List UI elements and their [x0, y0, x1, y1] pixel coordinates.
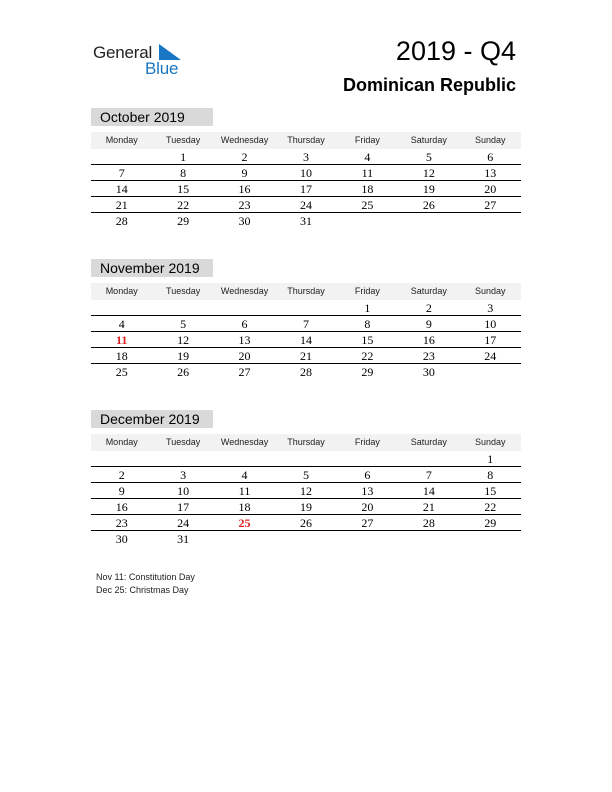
- day-cell: 15: [361, 333, 374, 347]
- day-cell: 27: [238, 365, 251, 379]
- week-row: [91, 499, 521, 515]
- day-cell: 13: [484, 166, 497, 180]
- empty-day-cell: [214, 531, 275, 547]
- weekday-label: Sunday: [474, 437, 506, 447]
- weekday-label: Tuesday: [166, 135, 201, 145]
- day-cell: 4: [364, 150, 371, 164]
- day-cell: 21: [422, 500, 435, 514]
- day-cell: 19: [177, 349, 190, 363]
- month-block-october: [91, 108, 521, 229]
- weekday-label: Thursday: [287, 437, 325, 447]
- day-cell: 14: [299, 333, 312, 347]
- day-cell: 8: [180, 166, 187, 180]
- empty-day-cell: [337, 451, 398, 466]
- day-cell: 2: [241, 150, 248, 164]
- week-rows: [91, 300, 521, 380]
- day-cell: 29: [484, 516, 497, 530]
- day-cell: 26: [299, 516, 312, 530]
- day-cell: 7: [302, 317, 309, 331]
- empty-day-cell: [460, 364, 521, 380]
- day-cell: 1: [180, 150, 187, 164]
- day-cell: 6: [241, 317, 248, 331]
- day-cell: 7: [118, 166, 125, 180]
- empty-day-cell: [91, 300, 152, 315]
- day-cell: 5: [425, 150, 432, 164]
- week-row: [91, 467, 521, 483]
- day-cell: 31: [177, 532, 190, 546]
- day-cell: 4: [241, 468, 248, 482]
- day-cell: 25: [361, 198, 374, 212]
- day-cell: 24: [177, 516, 190, 530]
- empty-day-cell: [214, 451, 275, 466]
- week-row: [91, 165, 521, 181]
- day-cell: 13: [361, 484, 374, 498]
- day-cell: 22: [177, 198, 190, 212]
- holiday-note: Dec 25: Christmas Day: [96, 585, 189, 595]
- weekday-row: [91, 283, 521, 300]
- holiday-day-cell: 11: [116, 333, 128, 347]
- empty-day-cell: [337, 531, 398, 547]
- day-cell: 11: [361, 166, 374, 180]
- day-cell: 24: [484, 349, 497, 363]
- day-cell: 22: [361, 349, 374, 363]
- month-header: November 2019: [91, 259, 213, 277]
- weekday-label: Sunday: [474, 286, 506, 296]
- day-cell: 30: [422, 365, 435, 379]
- day-cell: 26: [177, 365, 190, 379]
- weekday-label: Tuesday: [166, 437, 201, 447]
- day-cell: 23: [238, 198, 251, 212]
- weekday-label: Tuesday: [166, 286, 201, 296]
- empty-day-cell: [398, 213, 459, 229]
- day-cell: 21: [299, 349, 312, 363]
- weekday-label: Monday: [105, 286, 138, 296]
- day-cell: 5: [180, 317, 187, 331]
- day-cell: 7: [425, 468, 432, 482]
- empty-day-cell: [275, 300, 336, 315]
- day-cell: 27: [361, 516, 374, 530]
- day-cell: 11: [238, 484, 251, 498]
- empty-day-cell: [91, 451, 152, 466]
- weekday-label: Saturday: [410, 135, 447, 145]
- generalblue-logo: [93, 43, 193, 79]
- day-cell: 27: [484, 198, 497, 212]
- day-cell: 28: [422, 516, 435, 530]
- day-cell: 28: [299, 365, 312, 379]
- day-cell: 2: [118, 468, 125, 482]
- month-block-november: [91, 259, 521, 380]
- day-cell: 9: [241, 166, 248, 180]
- day-cell: 2: [425, 301, 432, 315]
- week-row: [91, 197, 521, 213]
- week-row: [91, 332, 521, 348]
- day-cell: 16: [238, 182, 251, 196]
- empty-day-cell: [460, 213, 521, 229]
- week-row: [91, 364, 521, 380]
- weekday-label: Monday: [105, 135, 138, 145]
- day-cell: 22: [484, 500, 497, 514]
- weekday-row: [91, 132, 521, 149]
- day-cell: 20: [484, 182, 497, 196]
- day-cell: 30: [115, 532, 128, 546]
- day-cell: 25: [115, 365, 128, 379]
- day-cell: 18: [238, 500, 251, 514]
- week-row: [91, 300, 521, 316]
- weekday-label: Thursday: [287, 286, 325, 296]
- day-cell: 20: [361, 500, 374, 514]
- week-row: [91, 483, 521, 499]
- logo-text-general: General: [93, 43, 153, 62]
- weekday-label: Monday: [105, 437, 138, 447]
- day-cell: 3: [302, 150, 309, 164]
- empty-day-cell: [460, 531, 521, 547]
- day-cell: 17: [177, 500, 190, 514]
- day-cell: 23: [115, 516, 128, 530]
- day-cell: 19: [422, 182, 435, 196]
- day-cell: 21: [115, 198, 128, 212]
- day-cell: 12: [299, 484, 312, 498]
- day-cell: 6: [364, 468, 371, 482]
- week-rows: [91, 451, 521, 547]
- day-cell: 8: [364, 317, 371, 331]
- day-cell: 12: [177, 333, 190, 347]
- weekday-label: Wednesday: [220, 286, 269, 296]
- weekday-label: Wednesday: [220, 437, 269, 447]
- logo-triangle-icon: [159, 44, 181, 60]
- empty-day-cell: [152, 300, 213, 315]
- week-rows: [91, 149, 521, 229]
- day-cell: 24: [299, 198, 312, 212]
- weekday-row: [91, 434, 521, 451]
- day-cell: 14: [422, 484, 435, 498]
- weekday-label: Thursday: [287, 135, 325, 145]
- day-cell: 1: [487, 452, 494, 466]
- day-cell: 16: [115, 500, 128, 514]
- day-cell: 18: [115, 349, 128, 363]
- day-cell: 28: [115, 214, 128, 228]
- day-cell: 9: [118, 484, 125, 498]
- empty-day-cell: [152, 451, 213, 466]
- week-row: [91, 515, 521, 531]
- week-row: [91, 149, 521, 165]
- logo-text-blue: Blue: [145, 59, 179, 78]
- holiday-note: Nov 11: Constitution Day: [96, 572, 195, 582]
- empty-day-cell: [398, 531, 459, 547]
- month-header: December 2019: [91, 410, 213, 428]
- weekday-label: Saturday: [410, 286, 447, 296]
- month-block-december: [91, 410, 521, 547]
- day-cell: 15: [177, 182, 190, 196]
- weekday-label: Friday: [354, 437, 380, 447]
- day-cell: 6: [487, 150, 494, 164]
- weekday-label: Friday: [354, 135, 380, 145]
- day-cell: 8: [487, 468, 494, 482]
- day-cell: 15: [484, 484, 497, 498]
- day-cell: 1: [364, 301, 371, 315]
- day-cell: 14: [115, 182, 128, 196]
- day-cell: 3: [180, 468, 187, 482]
- weekday-label: Friday: [354, 286, 380, 296]
- day-cell: 10: [299, 166, 312, 180]
- empty-day-cell: [91, 149, 152, 164]
- week-row: [91, 531, 521, 547]
- empty-day-cell: [398, 451, 459, 466]
- week-row: [91, 348, 521, 364]
- week-row: [91, 316, 521, 332]
- day-cell: 9: [425, 317, 432, 331]
- empty-day-cell: [214, 300, 275, 315]
- holiday-day-cell: 25: [238, 516, 251, 530]
- day-cell: 18: [361, 182, 374, 196]
- day-cell: 30: [238, 214, 251, 228]
- page-title: 2019 - Q4: [395, 36, 516, 66]
- week-row: [91, 451, 521, 467]
- empty-day-cell: [275, 531, 336, 547]
- day-cell: 29: [177, 214, 190, 228]
- day-cell: 5: [302, 468, 309, 482]
- empty-day-cell: [275, 451, 336, 466]
- day-cell: 17: [484, 333, 497, 347]
- day-cell: 17: [299, 182, 312, 196]
- day-cell: 3: [487, 301, 494, 315]
- day-cell: 13: [238, 333, 251, 347]
- country-name: Dominican Republic: [342, 75, 516, 95]
- week-row: [91, 213, 521, 229]
- day-cell: 12: [422, 166, 435, 180]
- day-cell: 10: [484, 317, 497, 331]
- day-cell: 26: [422, 198, 435, 212]
- holiday-notes: [96, 571, 195, 597]
- day-cell: 31: [299, 214, 312, 228]
- weekday-label: Wednesday: [220, 135, 269, 145]
- weekday-label: Saturday: [410, 437, 447, 447]
- weekday-label: Sunday: [474, 135, 506, 145]
- day-cell: 19: [299, 500, 312, 514]
- week-row: [91, 181, 521, 197]
- month-header: October 2019: [91, 108, 213, 126]
- day-cell: 16: [422, 333, 435, 347]
- day-cell: 29: [361, 365, 374, 379]
- day-cell: 4: [118, 317, 125, 331]
- empty-day-cell: [337, 213, 398, 229]
- day-cell: 20: [238, 349, 251, 363]
- day-cell: 23: [422, 349, 435, 363]
- day-cell: 10: [177, 484, 190, 498]
